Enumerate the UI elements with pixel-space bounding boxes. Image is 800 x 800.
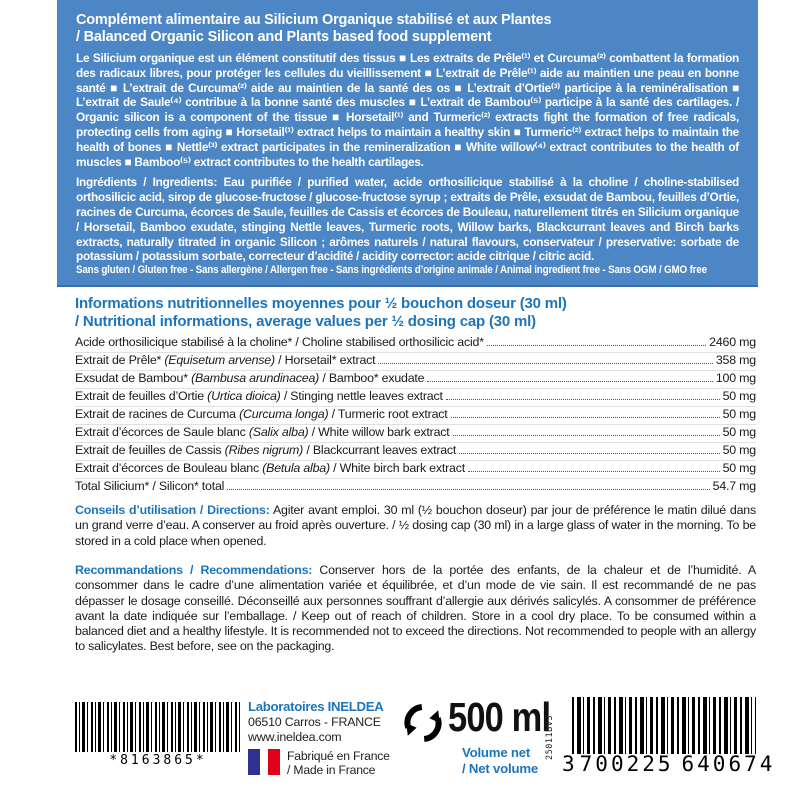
nutrition-title-en: / Nutritional informations, average values per ½ dosing cap (30 ml) xyxy=(75,312,536,330)
product-title-fr: Complément alimentaire au Silicium Organique stabilisé et aux Plantes xyxy=(76,12,552,28)
dotted-leader xyxy=(468,471,720,472)
net-volume-value: 500 ml xyxy=(448,694,551,740)
nutrition-row-value: 358 mg xyxy=(715,353,756,367)
green-dot-recycling-icon xyxy=(403,703,443,743)
product-title-en: / Balanced Organic Silicon and Plants based food supplement xyxy=(76,29,492,45)
nutrition-row-value: 50 mg xyxy=(722,407,756,421)
nutrition-section xyxy=(75,295,756,497)
lot-code: 25011BV3 xyxy=(545,715,555,760)
manufacturer-website: www.ineldea.com xyxy=(248,729,342,744)
nutrition-title xyxy=(75,295,756,330)
product-description: Le Silicium organique est un élément constitutif des tissus ■ Les extraits de Prêle⁽¹⁾ et Curcuma⁽²⁾ combattent la formation des radicaux libres, pour protéger les cellules du vieillissement ■ L’extrait de Prêle⁽¹⁾ aide au maintien une peau en bonne santé ■ L’extrait de Curcuma⁽²⁾ aide au maintien de la santé des os ■ L’extrait d’Ortie⁽³⁾ participe à la reminéralisation ■ L’extrait de Saule⁽⁴⁾ contribue à la bonne santé des muscles ■ L’extrait de Bambou⁽⁵⁾ participe à la santé des cartilages. / Organic silicon is a component of the tissue ■ Horsetail⁽¹⁾ and Turmeric⁽²⁾ extracts fight the formation of free radicals, protecting cells from aging ■ Horsetail⁽¹⁾ extract helps to maintain a healthy skin ■ Turmeric⁽²⁾ extract helps to maintain the health of bones ■ Nettle⁽³⁾ extract participates in the remineralization ■ White willow⁽⁴⁾ extract contributes to the health of muscles ■ Bamboo⁽⁵⁾ extract contributes to the health cartilages. xyxy=(76,51,739,169)
dotted-leader xyxy=(378,363,712,364)
nutrition-row-value: 54.7 mg xyxy=(712,479,756,493)
manufacturer-address: 06510 Carros - FRANCE xyxy=(248,714,381,729)
internal-barcode-number: *8163865* xyxy=(109,753,207,768)
nutrition-row xyxy=(75,389,756,407)
nutrition-row xyxy=(75,407,756,425)
made-in-france-row xyxy=(248,749,398,777)
directions-label: Conseils d’utilisation / Directions: xyxy=(75,503,270,517)
nutrition-row xyxy=(75,371,756,389)
directions-paragraph xyxy=(75,503,756,549)
ean-barcode-number: 3 700225 640674 xyxy=(562,752,776,776)
nutrition-row-label: Extrait d’écorces de Saule blanc (Salix alba) / White willow bark extract xyxy=(75,425,450,439)
directions-text: Agiter avant emploi. 30 ml (½ bouchon doseur) par jour de préférence le matin dilué dans un grand verre d’eau. A conserver au froid après ouverture. / ½ dosing cap (30 ml) in a large glass of water in the morning. To be stored in a cold place when opened. xyxy=(75,503,756,548)
nutrition-row-label: Exsudat de Bambou* (Bambusa arundinacea) / Bamboo* exudate xyxy=(75,371,425,385)
dotted-leader xyxy=(459,453,719,454)
latin-name: (Betula alba) xyxy=(262,461,330,475)
nutrition-row-label: Acide orthosilicique stabilisé à la choline* / Choline stabilised orthosilicic acid* xyxy=(75,335,484,349)
ean-barcode-bars-icon xyxy=(572,697,756,754)
nutrition-row-value: 50 mg xyxy=(722,461,756,475)
nutrition-row-label: Extrait d’écorces de Bouleau blanc (Betula alba) / White birch bark extract xyxy=(75,461,465,475)
nutrition-row xyxy=(75,479,756,497)
ingredients-text: Eau purifiée / purified water, acide orthosilicique stabilisé à la choline / choline-stabilised orthosilicic acid, sirop de glucose-fructose / glucose-fructose syrup ; extraits de Prêle, exsudat de Bambou, feuilles d’Ortie, racines de Curcuma, écorces de Saule, feuilles de Cassis et écorces de Bouleau, naturellement titrés en Silicium organique / Horsetail, Bamboo exudate, stinging Nettle leaves, Turmeric roots, Willow barks, Blackcurrant leaves and Birch barks extracts, naturally titrated in organic Silicon ; arômes naturels / natural flavours, conservateur / preservative: sorbate de potassium / potassium sorbate, correcteur d’acidité / acidity corrector: acide citrique / citric acid. xyxy=(76,175,739,264)
barcode-bars-icon xyxy=(75,702,241,752)
dotted-leader xyxy=(446,399,720,400)
latin-name: (Equisetum arvense) xyxy=(164,353,275,367)
allergen-claims-line: Sans gluten / Gluten free - Sans allergène / Allergen free - Sans ingrédients d’origine animale / Animal ingredient free - Sans OGM / GMO free xyxy=(76,264,707,276)
nutrition-title-fr: Informations nutritionnelles moyennes pour ½ bouchon doseur (30 ml) xyxy=(75,295,567,312)
nutrition-row-label: Extrait de feuilles d’Ortie (Urtica dioica) / Stinging nettle leaves extract xyxy=(75,389,443,403)
dotted-leader xyxy=(227,489,709,490)
nutrition-row xyxy=(75,443,756,461)
internal-barcode xyxy=(75,702,241,768)
ingredients-paragraph xyxy=(76,175,739,264)
latin-name: (Bambusa arundinacea) xyxy=(191,371,320,385)
manufacturer-name: Laboratoires INELDEA xyxy=(248,699,384,714)
nutrition-row xyxy=(75,353,756,371)
nutrition-row-value: 50 mg xyxy=(722,389,756,403)
net-volume-label: Volume net / Net volume xyxy=(462,745,539,776)
latin-name: (Salix alba) xyxy=(248,425,309,439)
dotted-leader xyxy=(453,435,720,436)
recommendations-paragraph xyxy=(75,563,756,655)
ingredients-label: Ingrédients / Ingredients: xyxy=(76,175,218,190)
dotted-leader xyxy=(427,381,713,382)
nutrition-row-label: Extrait de Prêle* (Equisetum arvense) / Horsetail* extract xyxy=(75,353,376,367)
latin-name: (Curcuma longa) xyxy=(239,407,329,421)
nutrition-row-value: 50 mg xyxy=(722,443,756,457)
nutrition-row xyxy=(75,335,756,353)
nutrition-row-label: Extrait de feuilles de Cassis (Ribes nigrum) / Blackcurrant leaves extract xyxy=(75,443,457,457)
dotted-leader xyxy=(451,417,720,418)
nutrition-row xyxy=(75,461,756,479)
product-title xyxy=(76,12,739,46)
manufacturer-block xyxy=(248,699,398,777)
latin-name: (Urtica dioica) xyxy=(207,389,281,403)
nutrition-row-label: Extrait de racines de Curcuma (Curcuma longa) / Turmeric root extract xyxy=(75,407,448,421)
nutrition-row xyxy=(75,425,756,443)
nutrition-row-value: 50 mg xyxy=(722,425,756,439)
nutrition-row-value: 100 mg xyxy=(715,371,756,385)
recommendations-text: Conserver hors de la portée des enfants, de la chaleur et de l’humidité. A consommer dans le cadre d’une alimentation variée et équilibrée, et d’un mode de vie sain. Il est recommandé de ne pas dépasser le dosage conseillé. Déconseillé aux personnes souffrant d’allergie aux dérivés salicylés. A consommer de préférence avant la date indiquée sur l’emballage. / Keep out of reach of children. Store in a cool dry place. To be consumed within a balanced diet and a healthy lifestyle. It is recommended not to exceed the directions. Not recommended to people with an allergy to salicylates. Best before, see on the packaging. xyxy=(75,563,756,654)
latin-name: (Ribes nigrum) xyxy=(224,443,304,457)
dotted-leader xyxy=(487,345,706,346)
nutrition-row-label: Total Silicium* / Silicon* total xyxy=(75,479,225,493)
ean-barcode xyxy=(562,697,776,776)
made-in-label: Fabriqué en France / Made in France xyxy=(287,748,390,777)
recommendations-label: Recommandations / Recommendations: xyxy=(75,563,313,577)
french-flag-icon xyxy=(248,749,280,775)
blue-info-panel xyxy=(57,0,758,287)
nutrition-table xyxy=(75,335,756,497)
nutrition-row-value: 2460 mg xyxy=(709,335,756,349)
